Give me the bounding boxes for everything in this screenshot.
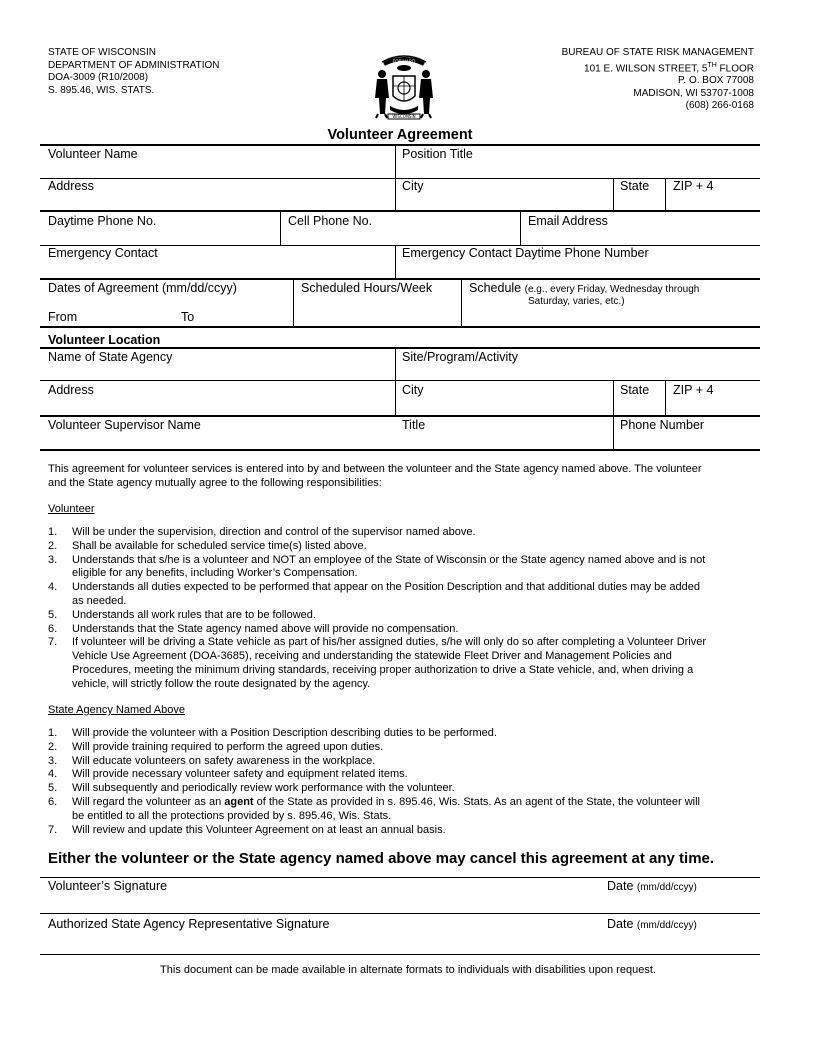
volunteer-responsibilities-list	[48, 526, 773, 692]
date-to-field[interactable]: To	[181, 310, 195, 324]
agency-signature-field[interactable]: Authorized State Agency Representative Signature	[48, 917, 330, 931]
list-item: 5. Will subsequently and periodically review work performance with the volunteer.	[48, 782, 455, 795]
header-right-line: (608) 266-0168	[685, 100, 754, 112]
state-agency-name-field[interactable]: Name of State Agency	[48, 350, 173, 364]
form-rule	[40, 178, 760, 179]
list-item: 6. Understands that the State agency named above will provide no compensation.	[48, 622, 459, 635]
form-rule	[40, 415, 760, 417]
form-divider	[395, 245, 396, 279]
header-right-line: P. O. BOX 77008	[678, 75, 754, 87]
form-rule	[40, 347, 760, 349]
form-divider	[280, 211, 281, 246]
svg-text:WISCONSIN: WISCONSIN	[392, 114, 416, 119]
location-state-field[interactable]: State	[620, 383, 650, 397]
intro-paragraph: This agreement for volunteer services is entered into by and between the volunteer and the State agency named above. The volunteer and the State agency mutually agree to the following responsibilities:	[48, 463, 702, 489]
list-item: 7. If volunteer will be driving a State vehicle as part of his/her assigned duties, s/he will only do so after completing a Volunteer Driver Vehicle Use Agreement (DOA-3685), receiving and understanding the statewide Fleet Driver and Management Policies and Procedures, meeting the minimum driving standards, receiving proper authorization to drive a State vehicle, and, when driving a vehicle, will strictly follow the route designated by the agency.	[48, 636, 707, 690]
state-seal-icon	[368, 48, 440, 122]
signature-rule	[40, 877, 760, 878]
volunteer-section-heading: Volunteer	[48, 503, 95, 515]
dates-of-agreement-label: Dates of Agreement (mm/dd/ccyy)	[48, 281, 237, 295]
agency-header-left	[48, 47, 220, 97]
daytime-phone-field[interactable]: Daytime Phone No.	[48, 214, 157, 228]
form-rule	[40, 449, 760, 451]
list-item: 1. Will be under the supervision, direction and control of the supervisor named above.	[48, 526, 476, 538]
header-left-line: DEPARTMENT OF ADMINISTRATION	[48, 59, 220, 71]
list-item: 2. Shall be available for scheduled service time(s) listed above.	[48, 539, 367, 552]
form-rule	[40, 278, 760, 280]
schedule-note: (e.g., every Friday, Wednesday through	[524, 284, 700, 295]
city-field[interactable]: City	[402, 179, 424, 193]
list-item: 5. Understands all work rules that are to be followed.	[48, 608, 316, 621]
volunteer-date-field[interactable]: Date (mm/dd/ccyy)	[607, 879, 697, 893]
form-divider	[461, 279, 462, 327]
agency-section-heading: State Agency Named Above	[48, 704, 185, 716]
agency-responsibilities-list	[48, 727, 773, 837]
list-item: 4. Understands all duties expected to be performed that appear on the Position Description and that additional duties may be added as needed.	[48, 581, 701, 607]
form-top-rule	[40, 144, 760, 146]
form-rule	[40, 380, 760, 381]
state-seal-logo	[368, 48, 440, 122]
location-city-field[interactable]: City	[402, 383, 424, 397]
form-divider	[665, 178, 666, 211]
supervisor-title-field[interactable]: Title	[402, 418, 426, 432]
supervisor-name-field[interactable]: Volunteer Supervisor Name	[48, 418, 201, 432]
email-field[interactable]: Email Address	[528, 214, 608, 228]
accessibility-footer: This document can be made available in alternate formats to individuals with disabilities upon request.	[160, 964, 656, 976]
location-address-field[interactable]: Address	[48, 383, 94, 397]
state-field[interactable]: State	[620, 179, 650, 193]
supervisor-phone-field[interactable]: Phone Number	[620, 418, 705, 432]
form-rule	[40, 210, 760, 212]
date-from-field[interactable]: From	[48, 310, 78, 324]
list-item: 1. Will provide the volunteer with a Position Description describing duties to be performed.	[48, 727, 497, 739]
cell-phone-field[interactable]: Cell Phone No.	[288, 214, 373, 228]
signature-rule	[40, 913, 760, 914]
form-divider	[613, 380, 614, 450]
page-title: Volunteer Agreement	[327, 127, 473, 143]
svg-text:FORWARD: FORWARD	[392, 60, 416, 65]
signature-rule	[40, 954, 760, 955]
schedule-note: Saturday, varies, etc.)	[528, 296, 625, 307]
form-rule	[40, 326, 760, 328]
site-program-field[interactable]: Site/Program/Activity	[402, 350, 519, 364]
header-left-line: DOA-3009 (R10/2008)	[48, 72, 149, 83]
header-left-line: STATE OF WISCONSIN	[48, 47, 156, 58]
scheduled-hours-field[interactable]: Scheduled Hours/Week	[301, 281, 433, 295]
volunteer-location-heading: Volunteer Location	[48, 333, 161, 347]
emergency-contact-field[interactable]: Emergency Contact	[48, 246, 158, 260]
header-right-line: MADISON, WI 53707-1008	[633, 87, 754, 99]
list-item: 3. Understands that s/he is a volunteer and NOT an employee of the State of Wisconsin or the State agency named above and is not eligible for any benefits, including Worker’s Compensation.	[48, 553, 706, 580]
volunteer-name-field[interactable]: Volunteer Name	[48, 147, 138, 161]
header-right-line: BUREAU OF STATE RISK MANAGEMENT	[561, 47, 754, 58]
location-zip-field[interactable]: ZIP + 4	[673, 383, 714, 397]
cancellation-notice: Either the volunteer or the State agency named above may cancel this agreement at any time.	[48, 850, 715, 867]
form-divider	[520, 211, 521, 246]
schedule-field[interactable]: Schedule (e.g., every Friday, Wednesday through	[469, 281, 700, 295]
form-divider	[293, 279, 294, 327]
header-right-line: 101 E. WILSON STREET, 5TH FLOOR	[584, 61, 754, 74]
form-divider	[613, 178, 614, 211]
header-left-line: S. 895.46, WIS. STATS.	[48, 84, 155, 96]
form-divider	[395, 145, 396, 211]
list-item: 6. Will regard the volunteer as an agent of the State as provided in s. 895.46, Wis. Stats. As an agent of the State, the volunteer will be entitled to all the protections provided by s. 895.46, Wis. Stats.	[48, 795, 700, 822]
zip-field[interactable]: ZIP + 4	[673, 179, 714, 193]
list-item: 4. Will provide necessary volunteer safety and equipment related items.	[48, 768, 408, 781]
emergency-phone-field[interactable]: Emergency Contact Daytime Phone Number	[402, 246, 649, 260]
agency-date-field[interactable]: Date (mm/dd/ccyy)	[607, 917, 697, 931]
agency-header-right	[562, 47, 754, 113]
address-field[interactable]: Address	[48, 179, 94, 193]
list-item: 7. Will review and update this Volunteer Agreement on at least an annual basis.	[48, 823, 446, 836]
position-title-field[interactable]: Position Title	[402, 147, 473, 161]
volunteer-signature-field[interactable]: Volunteer’s Signature	[48, 879, 168, 893]
list-item: 2. Will provide training required to perform the agreed upon duties.	[48, 740, 384, 753]
form-divider	[395, 348, 396, 416]
form-divider	[665, 380, 666, 416]
list-item: 3. Will educate volunteers on safety awareness in the workplace.	[48, 754, 376, 767]
